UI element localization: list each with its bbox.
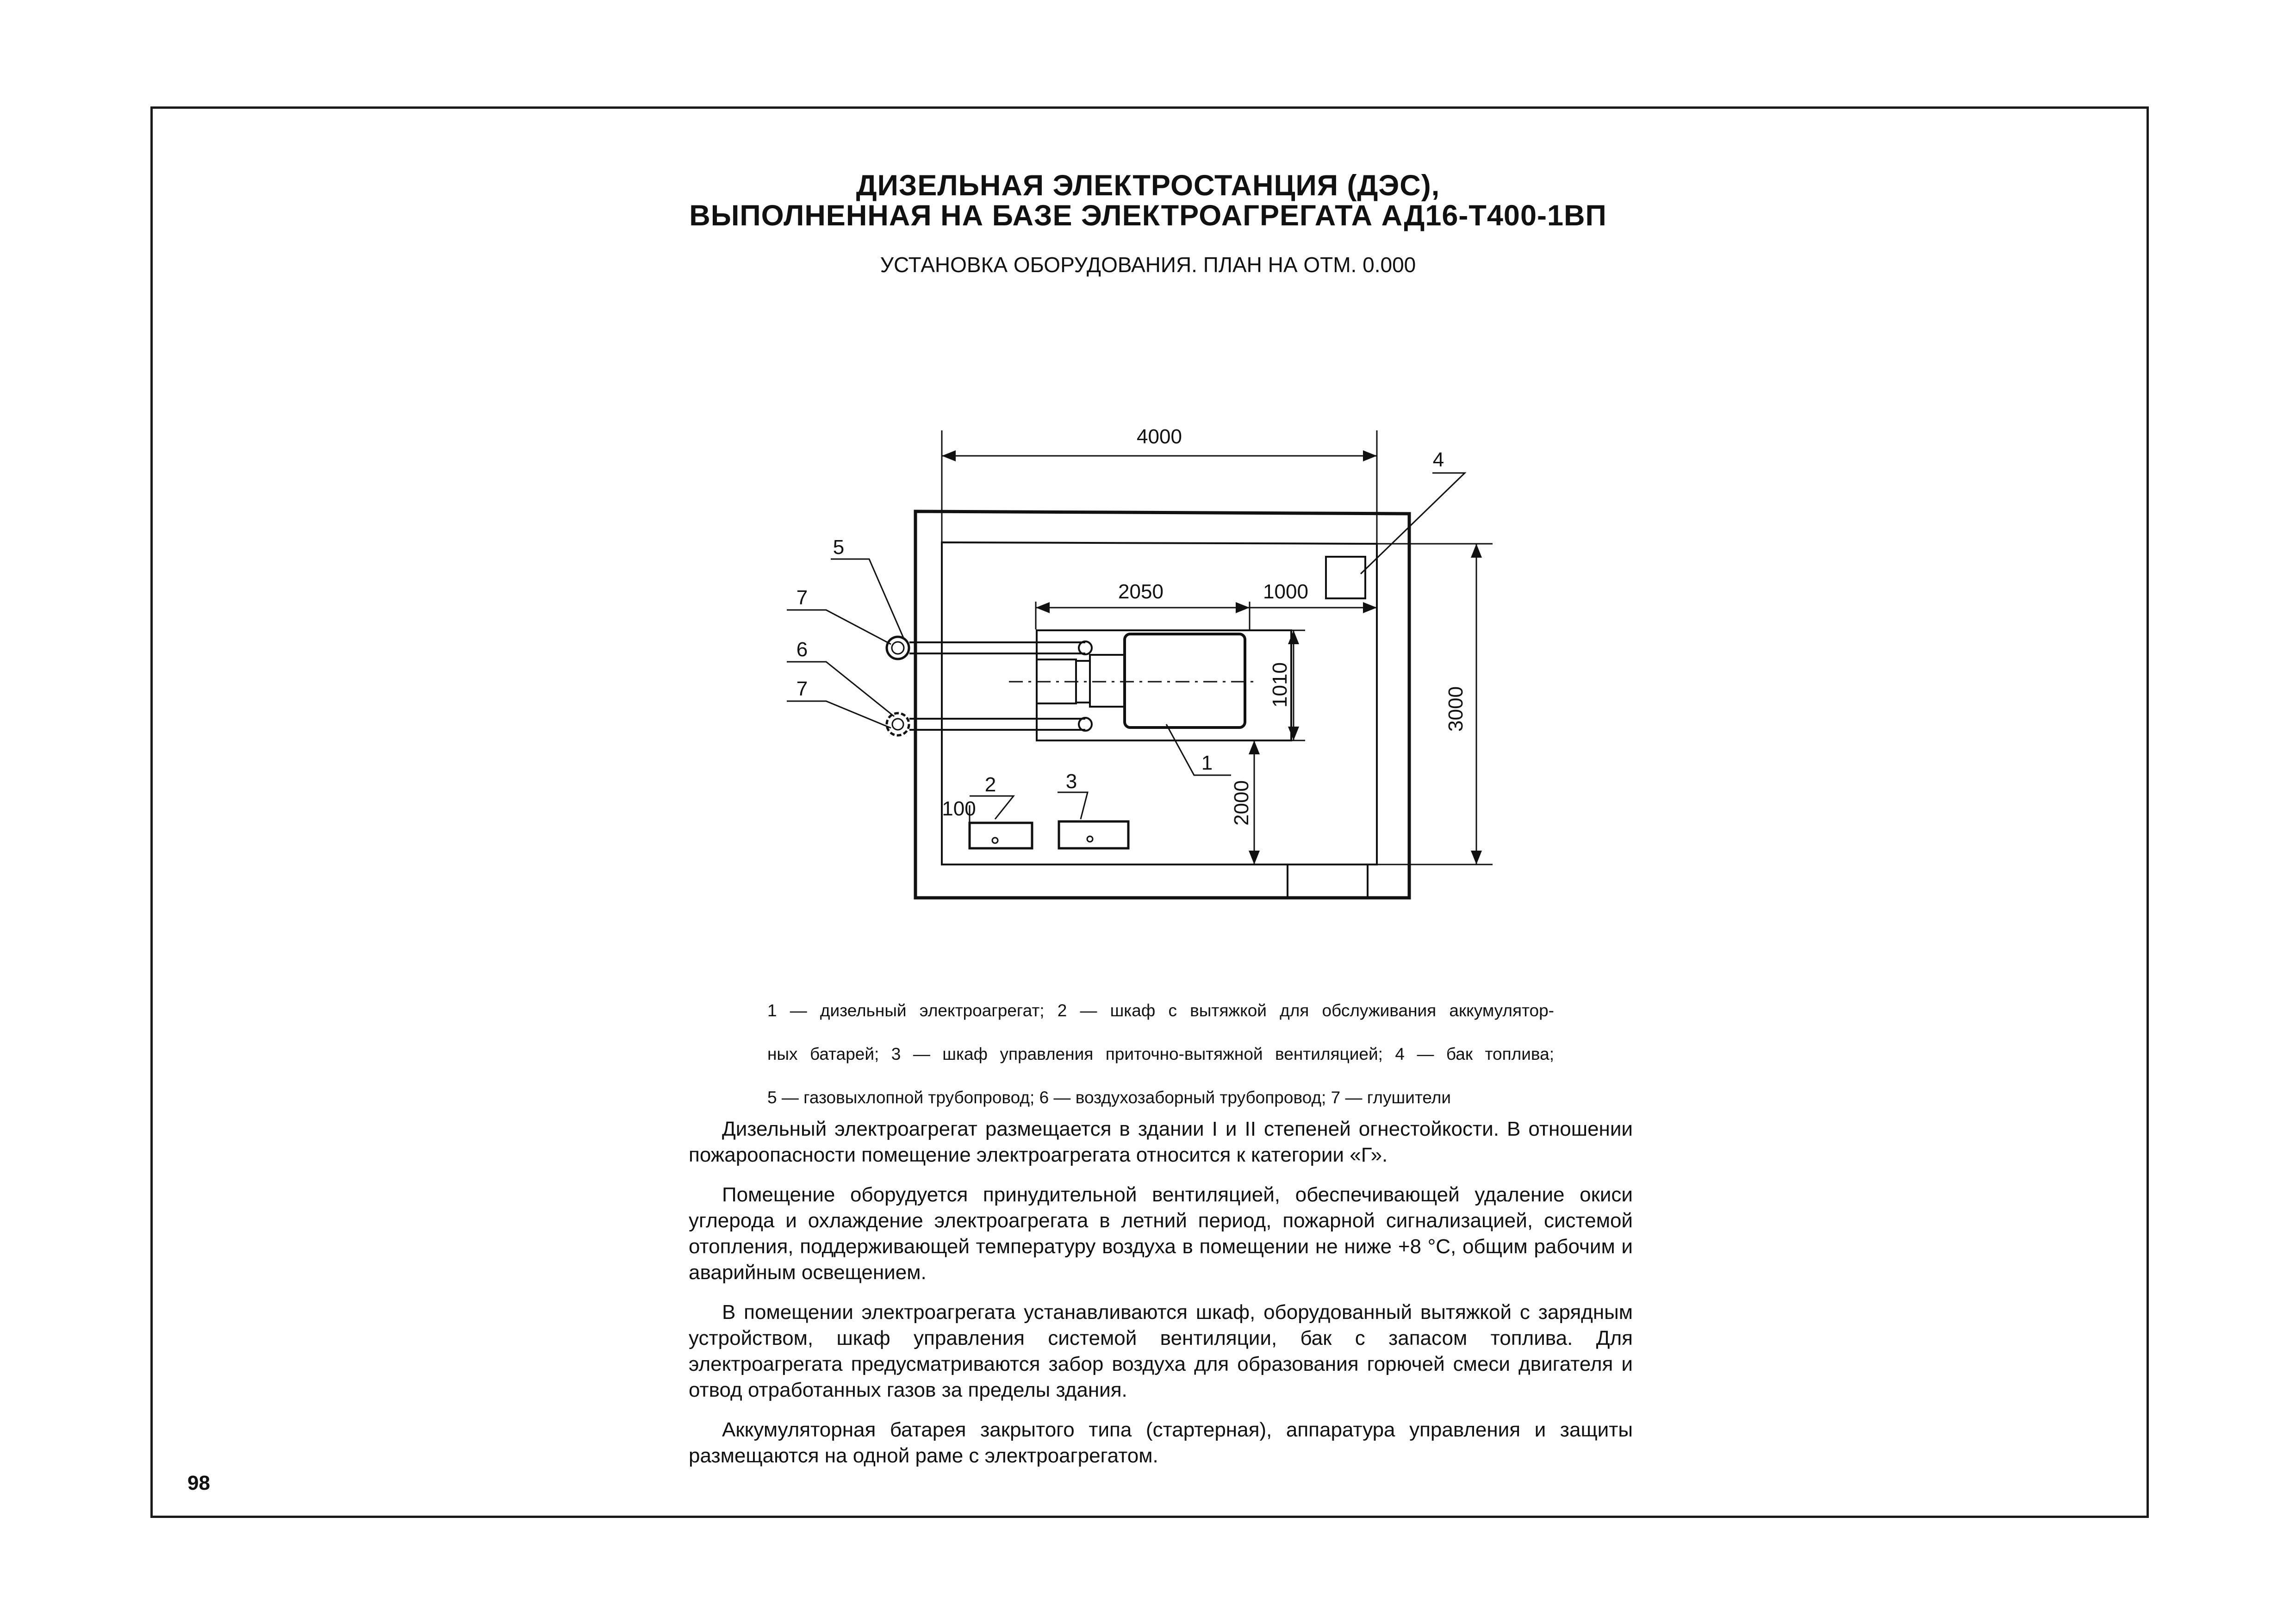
label-7-top: 7 bbox=[796, 586, 808, 609]
label-1: 1 bbox=[1201, 752, 1213, 774]
dim-1000: 1000 bbox=[1263, 580, 1308, 603]
legend-line: ных батарей; 3 — шкаф управления приточно-вытяжной вентиляцией; 4 — бак топлива; bbox=[767, 1045, 1554, 1063]
paragraph: В помещении электроагрегата устанавливаются шкаф, оборудованный вытяжкой с зарядным устройством, шкаф управления системой вентиляции, бак с запасом топлива. Для электроагрегата предусматриваются забор воздуха для образования горючей смеси двигателя и отвод отработанных газов за пределы здания. bbox=[689, 1301, 1633, 1401]
legend-line: 5 — газовыхлопной трубопровод; 6 — воздухозаборный трубопровод; 7 — глушители bbox=[767, 1088, 1451, 1107]
ventilation-control-cabinet bbox=[1059, 821, 1128, 848]
paragraph: Аккумуляторная батарея закрытого типа (стартерная), аппаратура управления и защиты размещаются на одной раме с электроагрегатом. bbox=[689, 1418, 1633, 1467]
label-5: 5 bbox=[833, 536, 845, 559]
battery-cabinet bbox=[970, 823, 1032, 848]
paragraph: Помещение оборудуется принудительной вентиляцией, обеспечивающей удаление окиси углерода и охлаждение электроагрегата в летний период, пожарной сигнализацией, системой отопления, поддерживающей температуру воздуха в помещении не ниже +8 °С, общим рабочим и аварийным освещением. bbox=[689, 1183, 1633, 1284]
leader-7-bottom bbox=[787, 701, 891, 728]
leader-3 bbox=[1058, 792, 1088, 819]
label-2: 2 bbox=[984, 773, 996, 796]
leader-2 bbox=[970, 796, 1014, 819]
dim-2050: 2050 bbox=[1118, 580, 1164, 603]
leader-1 bbox=[1166, 724, 1231, 775]
title-line-2: ВЫПОЛНЕННАЯ НА БАЗЕ ЭЛЕКТРОАГРЕГАТА АД16-Т400-1ВП bbox=[689, 199, 1607, 232]
title-line-1: ДИЗЕЛЬНАЯ ЭЛЕКТРОСТАНЦИЯ (ДЭС), bbox=[856, 169, 1440, 202]
paragraph: Дизельный электроагрегат размещается в здании I и II степеней огнестойкости. В отношении пожароопасности помещение электроагрегата относится к категории «Г». bbox=[689, 1118, 1633, 1166]
generator-unit bbox=[1125, 634, 1245, 728]
dim-3000: 3000 bbox=[1444, 686, 1467, 732]
label-3: 3 bbox=[1065, 770, 1077, 793]
dim-4000: 4000 bbox=[1137, 425, 1182, 448]
page-number: 98 bbox=[187, 1472, 210, 1494]
silencer-top bbox=[887, 637, 909, 659]
label-7-bottom: 7 bbox=[796, 678, 808, 700]
generator-footprint bbox=[1037, 630, 1291, 740]
dim-100: 100 bbox=[942, 797, 976, 820]
silencer-bottom bbox=[887, 713, 909, 735]
dim-2000: 2000 bbox=[1230, 780, 1253, 826]
leader-5 bbox=[831, 559, 903, 638]
legend-line: 1 — дизельный электроагрегат; 2 — шкаф с вытяжкой для обслуживания аккумулятор- bbox=[767, 1001, 1554, 1020]
coupling bbox=[1090, 655, 1125, 707]
dim-1010: 1010 bbox=[1269, 662, 1291, 708]
subtitle: УСТАНОВКА ОБОРУДОВАНИЯ. ПЛАН НА ОТМ. 0.000 bbox=[880, 253, 1416, 277]
outer-wall bbox=[915, 511, 1409, 898]
label-6: 6 bbox=[796, 638, 808, 661]
fuel-tank bbox=[1326, 557, 1365, 598]
label-4: 4 bbox=[1432, 448, 1444, 471]
body-text bbox=[689, 1116, 1633, 1483]
drawing-legend bbox=[767, 1000, 1554, 1108]
